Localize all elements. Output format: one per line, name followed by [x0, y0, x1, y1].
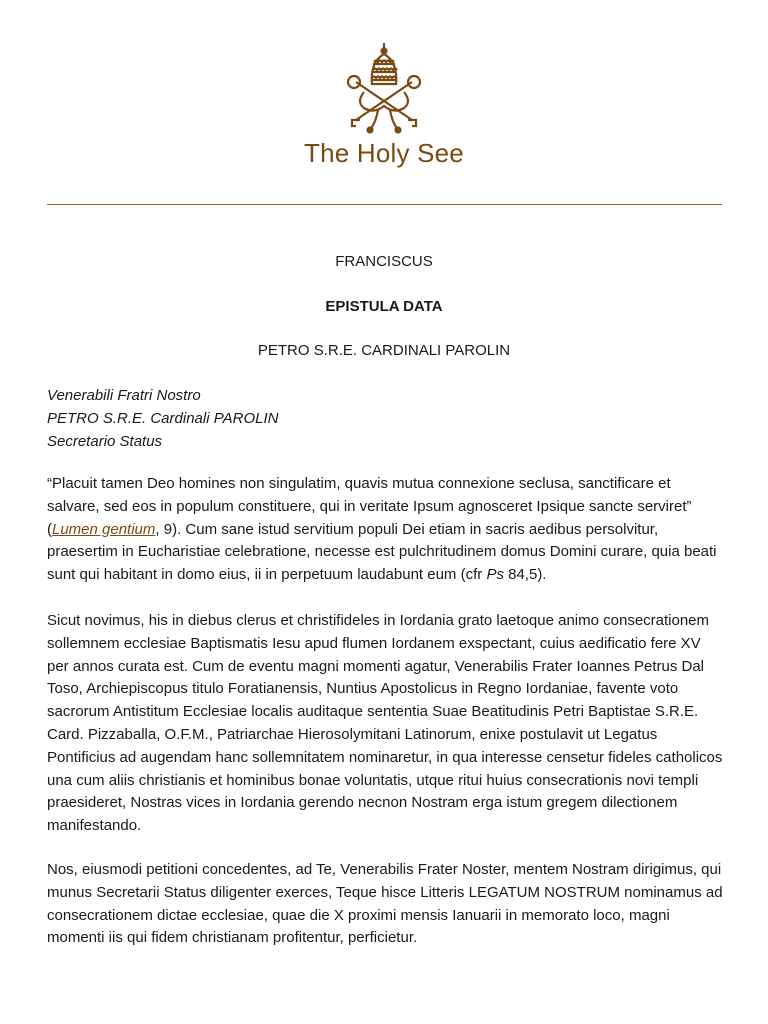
paragraph-3: Nos, eiusmodi petitioni concedentes, ad Te, Venerabilis Frater Noster, mentem Nostram dirigimus, qui munus Secretarii Status diligenter exerces, Teque hisce Litteris LEGATUM NOSTRUM nominamus ad consecrationem dictae ecclesiae, quae die X proximi mensis Ianuarii in memorato loco, magni momenti iis qui fidem christianam profitentur, perficietur. [47, 861, 723, 947]
paragraph-1-text-b: , 9). Cum sane istud servitium populi Dei etiam in sacris aedibus persolvitur, praesertim in Eucharistiae celebratione, necesse est pulchritudinem domus Domini curare, quia beati sunt qui habitant in domo eius, ii in perpetuum laudabunt eum (cfr [47, 520, 717, 584]
paragraph-1 [47, 473, 725, 587]
salutation-line: Secretario Status [47, 432, 163, 450]
lumen-gentium-link[interactable]: Lumen gentium [52, 520, 156, 538]
site-title[interactable]: The Holy See [304, 138, 464, 168]
site-header [0, 0, 768, 206]
psalm-reference: Ps [486, 566, 504, 584]
document-type: EPISTULA DATA [325, 298, 443, 315]
document-addressee: PETRO S.R.E. CARDINALI PAROLIN [257, 342, 511, 359]
salutation-block [47, 385, 723, 453]
salutation-line: Venerabili Fratri Nostro [47, 387, 201, 404]
paragraph-1-text-a: “Placuit tamen Deo homines non singulatim, quavis mutua connexione seclusa, sanctificare et salvare, sed eos in populum constituere, qui in veritate Ipsum agnosceret Ipsique sancte serviret” ( [47, 475, 692, 538]
salutation-line: PETRO S.R.E. Cardinali PAROLIN [47, 409, 279, 427]
header-divider [47, 204, 722, 205]
papal-keys-emblem-icon[interactable] [334, 40, 434, 134]
paragraph-2: Sicut novimus, his in diebus clerus et christifideles in Iordania grato laetoque animo consecrationem sollemnem ecclesiae Baptismatis Iesu apud flumen Iordanem exspectant, cuius aedificatio fere XV per annos curata est. Cum de eventu magni momenti agatur, Venerabilis Frater Ioannes Petrus Dal Toso, Archiepiscopus titulo Foratianensis, Nuntius Apostolicus in Regno Iordaniae, favente voto sacrorum Antistitum Ecclesiae localis auditaque sententia Suae Beatitudinis Petri Baptistae S.R.E. Card. Pizzaballa, O.F.M., Patriarchae Hierosolymitani Latinorum, enixe postulavit ut Legatus Pontificius ad augendam hanc sollemnitatem nominaretur, in qua interesse censetur fideles catholicos una cum aliis christianis et hominibus bonae voluntatis, utque ritui huius consecrationis novi templi praesideret, Nostras vices in Iordania gerendo necnon Nostram erga istum gregem dilectionem manifestando. [47, 612, 723, 835]
document-author: FRANCISCUS [335, 253, 433, 270]
paragraph-1-text-c: 84,5). [503, 566, 547, 584]
